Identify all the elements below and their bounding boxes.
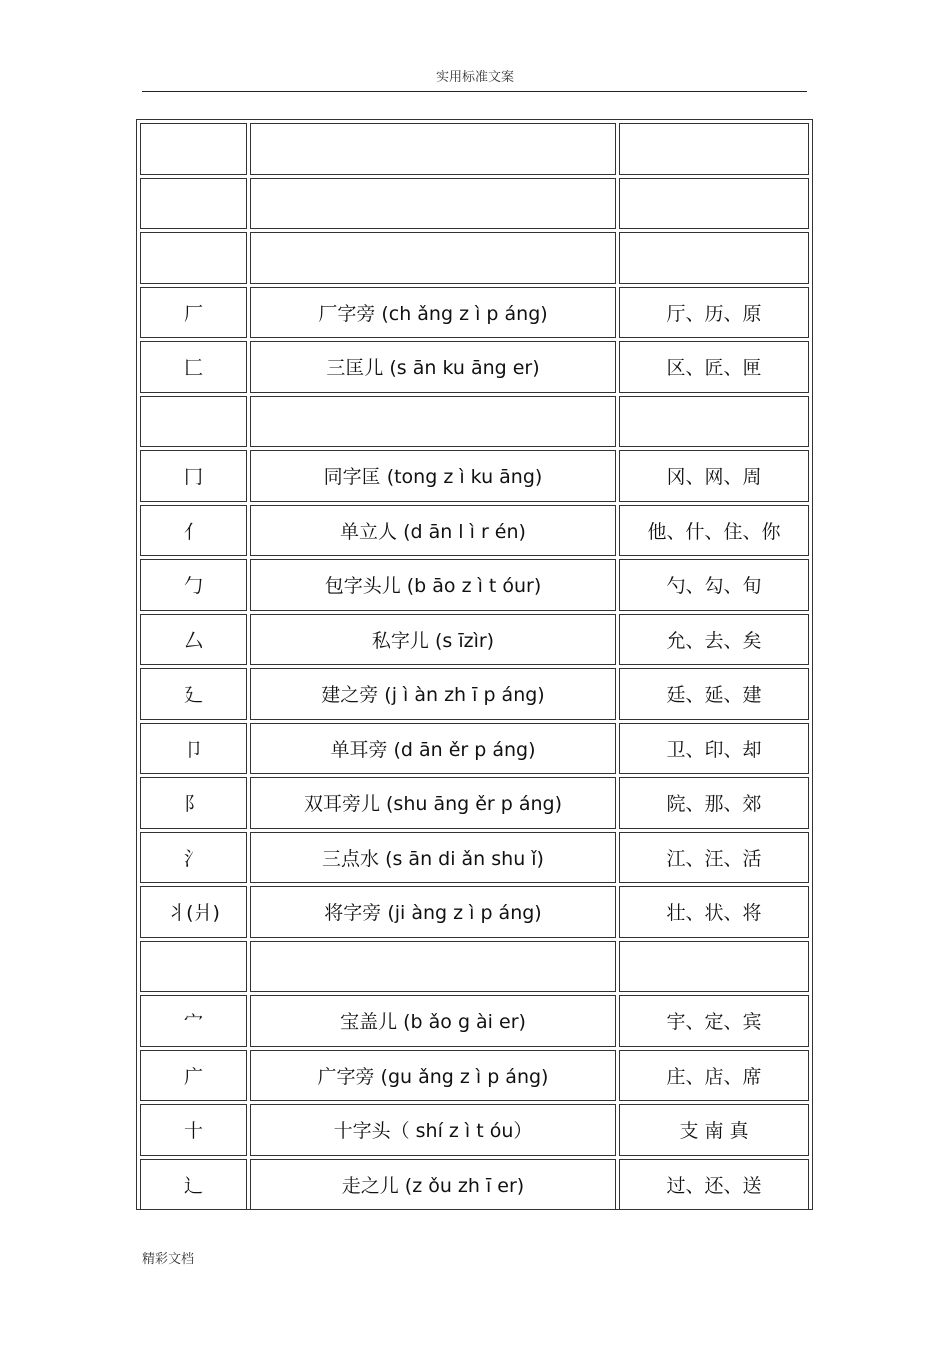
radical-name-cell (250, 232, 616, 284)
radical-cell (140, 941, 247, 993)
example-chars-cell: 他、什、住、你 (619, 505, 809, 557)
table-row (140, 995, 809, 1047)
example-chars-cell: 卫、印、却 (619, 723, 809, 775)
radical-cell (140, 123, 247, 175)
radical-cell: 宀 (140, 995, 247, 1047)
example-chars-cell (619, 123, 809, 175)
table-row (140, 723, 809, 775)
radical-name-cell (250, 178, 616, 230)
example-chars-cell: 冈、网、周 (619, 450, 809, 502)
table-row (140, 450, 809, 502)
radical-name-cell: 双耳旁儿 (shu āng ěr p áng) (250, 777, 616, 829)
table-row (140, 232, 809, 284)
radical-cell: 十 (140, 1104, 247, 1156)
radical-cell: 丬(爿) (140, 886, 247, 938)
example-chars-cell: 过、还、送 (619, 1159, 809, 1211)
radical-cell: 冂 (140, 450, 247, 502)
example-chars-cell (619, 232, 809, 284)
radical-name-cell: 单立人 (d ān l ì r én) (250, 505, 616, 557)
radical-cell: 匚 (140, 341, 247, 393)
radical-cell: 亻 (140, 505, 247, 557)
radical-cell: 辶 (140, 1159, 247, 1211)
radical-name-cell: 三匡儿 (s ān ku āng er) (250, 341, 616, 393)
example-chars-cell: 廷、延、建 (619, 668, 809, 720)
table-row (140, 614, 809, 666)
table-row (140, 668, 809, 720)
example-chars-cell: 支 南 真 (619, 1104, 809, 1156)
table-row (140, 1104, 809, 1156)
radical-cell: 氵 (140, 832, 247, 884)
table-row (140, 1159, 809, 1211)
example-chars-cell (619, 941, 809, 993)
example-chars-cell (619, 396, 809, 448)
radical-name-cell: 包字头儿 (b āo z ì t óur) (250, 559, 616, 611)
radical-name-cell (250, 396, 616, 448)
radical-table-body (140, 123, 809, 1210)
example-chars-cell: 江、汪、活 (619, 832, 809, 884)
table-row (140, 178, 809, 230)
radical-cell: 厶 (140, 614, 247, 666)
radical-name-cell: 十字头（ shí z ì t óu） (250, 1104, 616, 1156)
table-row (140, 341, 809, 393)
table-row (140, 777, 809, 829)
radical-cell: 勹 (140, 559, 247, 611)
table-row (140, 287, 809, 339)
example-chars-cell: 壮、状、将 (619, 886, 809, 938)
radical-name-cell: 三点水 (s ān di ǎn shu ǐ) (250, 832, 616, 884)
table-row (140, 832, 809, 884)
example-chars-cell: 允、去、矣 (619, 614, 809, 666)
radical-table (137, 120, 812, 1213)
example-chars-cell: 庄、店、席 (619, 1050, 809, 1102)
table-row (140, 886, 809, 938)
header-divider (142, 91, 807, 92)
example-chars-cell: 院、那、郊 (619, 777, 809, 829)
table-row (140, 1050, 809, 1102)
radical-cell: 广 (140, 1050, 247, 1102)
table-row (140, 123, 809, 175)
example-chars-cell: 勺、勾、旬 (619, 559, 809, 611)
radical-name-cell: 走之儿 (z ǒu zh ī er) (250, 1159, 616, 1211)
radical-cell (140, 178, 247, 230)
table-row (140, 559, 809, 611)
radical-name-cell: 宝盖儿 (b ǎo g ài er) (250, 995, 616, 1047)
table-row (140, 941, 809, 993)
table-row (140, 505, 809, 557)
radical-name-cell (250, 941, 616, 993)
page-footer-text: 精彩文档 (142, 1252, 195, 1267)
radical-table-frame (136, 119, 813, 1210)
page-header-title: 实用标准文案 (435, 70, 514, 85)
radical-cell: 廴 (140, 668, 247, 720)
table-row (140, 396, 809, 448)
radical-name-cell: 建之旁 (j ì àn zh ī p áng) (250, 668, 616, 720)
radical-cell: 厂 (140, 287, 247, 339)
example-chars-cell: 宇、定、宾 (619, 995, 809, 1047)
radical-cell: 卩 (140, 723, 247, 775)
radical-cell: 阝 (140, 777, 247, 829)
radical-cell (140, 232, 247, 284)
example-chars-cell (619, 178, 809, 230)
radical-name-cell: 私字儿 (s īzìr) (250, 614, 616, 666)
radical-name-cell: 同字匡 (tong z ì ku āng) (250, 450, 616, 502)
radical-name-cell: 将字旁 (ji àng z ì p áng) (250, 886, 616, 938)
example-chars-cell: 厅、历、原 (619, 287, 809, 339)
example-chars-cell: 区、匠、匣 (619, 341, 809, 393)
radical-name-cell: 厂字旁 (ch ǎng z ì p áng) (250, 287, 616, 339)
radical-name-cell: 单耳旁 (d ān ěr p áng) (250, 723, 616, 775)
radical-name-cell: 广字旁 (gu ǎng z ì p áng) (250, 1050, 616, 1102)
radical-name-cell (250, 123, 616, 175)
radical-cell (140, 396, 247, 448)
